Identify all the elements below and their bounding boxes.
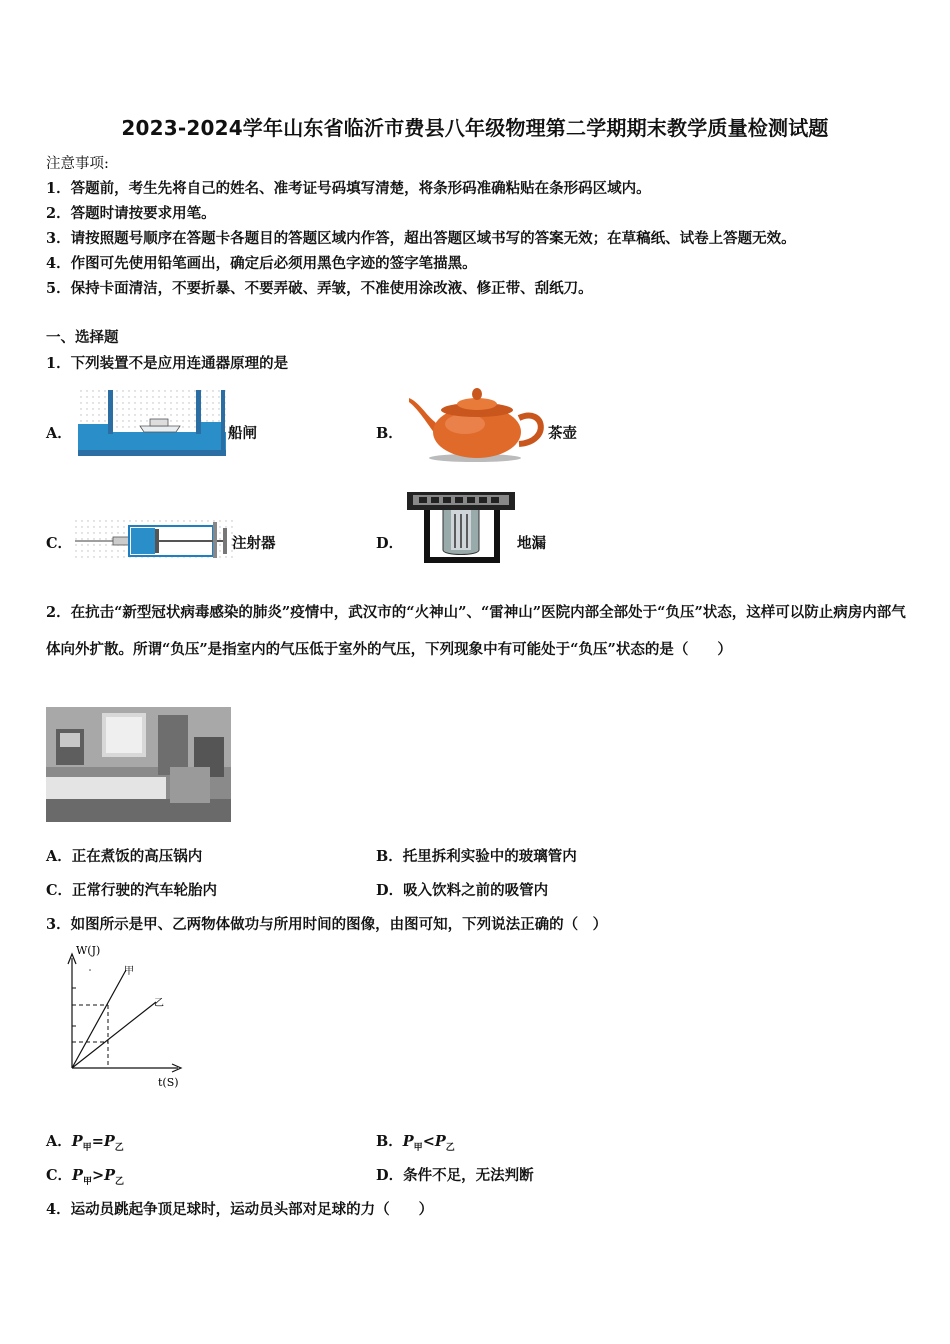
relation: =P (91, 1133, 115, 1150)
work-time-graph (60, 940, 190, 1090)
notice-heading: 注意事项: (46, 156, 109, 172)
question-3-stem: 3．如图所示是甲、乙两物体做功与所用时间的图像，由图可知，下列说法正确的（ ） (46, 916, 608, 933)
option-label: A． (46, 1133, 72, 1150)
y-axis-label: W(J) (76, 944, 101, 957)
syringe-image (73, 518, 233, 562)
option-label: C． (46, 1167, 73, 1184)
option-label: D． (376, 535, 404, 552)
subscript: 乙 (114, 1142, 124, 1153)
subscript: 甲 (413, 1142, 423, 1153)
q3-option-b (376, 1130, 455, 1153)
page-title: 2023-2024学年山东省临沂市费县八年级物理第二学期期末教学质量检测试题 (121, 116, 829, 140)
option-label: C． (46, 882, 73, 899)
option-caption: 茶壶 (548, 425, 577, 442)
option-label: A． (46, 848, 72, 865)
q2-option-d (376, 879, 548, 900)
power-symbol: P (71, 1133, 83, 1150)
subscript: 甲 (82, 1142, 92, 1153)
option-label: B． (376, 1133, 403, 1150)
option-label: A． (46, 425, 72, 442)
power-symbol: P (72, 1167, 83, 1184)
notice-item: 2．答题时请按要求用笔。 (46, 205, 216, 222)
power-symbol: P (402, 1133, 414, 1150)
notice-item: 1．答题前，考生先将自己的姓名、准考证号码填写清楚，将条形码准确粘贴在条形码区域内。 (46, 180, 651, 197)
notice-item: 3．请按照题号顺序在答题卡各题目的答题区域内作答，超出答题区域书写的答案无效；在草稿纸、试卷上答题无效。 (46, 230, 796, 247)
teapot-image (405, 376, 550, 464)
notice-item: 5．保持卡面清洁，不要折暴、不要弄破、弄皱，不准使用涂改液、修正带、刮纸刀。 (46, 280, 593, 297)
option-caption: 注射器 (232, 535, 276, 552)
floor-drain-image (407, 492, 515, 566)
question-2-stem: 2．在抗击“新型冠状病毒感染的肺炎”疫情中，武汉市的“火神山”、“雷神山”医院内部全部处于“负压”状态，这样可以防止病房内部气体向外扩散。所谓“负压”是指室内的气压低于室外的气压，下列现象中有可能处于“负压”状态的是（ ） (46, 604, 906, 658)
subscript: 甲 (82, 1176, 92, 1187)
q2-option-c (46, 879, 217, 900)
option-caption: 地漏 (517, 535, 546, 552)
q2-option-a (46, 845, 202, 866)
subscript: 乙 (115, 1176, 125, 1187)
line-yi-label: 乙 (154, 998, 164, 1009)
section-heading: 一、选择题 (46, 329, 119, 346)
option-label: B． (376, 425, 403, 442)
subscript: 乙 (445, 1142, 455, 1153)
x-axis-label: t(S) (158, 1076, 179, 1089)
relation: >P (91, 1167, 116, 1184)
question-4-stem: 4．运动员跳起争顶足球时，运动员头部对足球的力（ ） (46, 1201, 434, 1218)
option-label: D． (376, 882, 404, 899)
q3-option-a (46, 1130, 124, 1153)
q3-option-d (376, 1164, 534, 1185)
relation: <P (422, 1133, 446, 1150)
option-text: 正在煮饭的高压锅内 (71, 848, 203, 865)
hospital-room-photo (46, 707, 231, 822)
option-text: 吸入饮料之前的吸管内 (403, 882, 549, 899)
q2-option-b (376, 845, 577, 866)
option-text: 正常行驶的汽车轮胎内 (72, 882, 218, 899)
option-label: B． (376, 848, 403, 865)
ship-lock-image (78, 388, 226, 456)
option-text: 托里拆利实验中的玻璃管内 (402, 848, 577, 865)
q3-option-c (46, 1164, 124, 1187)
notice-item: 4．作图可先使用铅笔画出，确定后必须用黑色字迹的签字笔描黑。 (46, 255, 477, 272)
question-1-stem: 1．下列装置不是应用连通器原理的是 (46, 355, 289, 372)
line-jia-label: 甲 (124, 966, 134, 977)
option-label: D． (376, 1167, 404, 1184)
option-caption: 船闸 (228, 425, 257, 442)
option-text: 条件不足，无法判断 (403, 1167, 534, 1184)
option-label: C． (46, 535, 73, 552)
